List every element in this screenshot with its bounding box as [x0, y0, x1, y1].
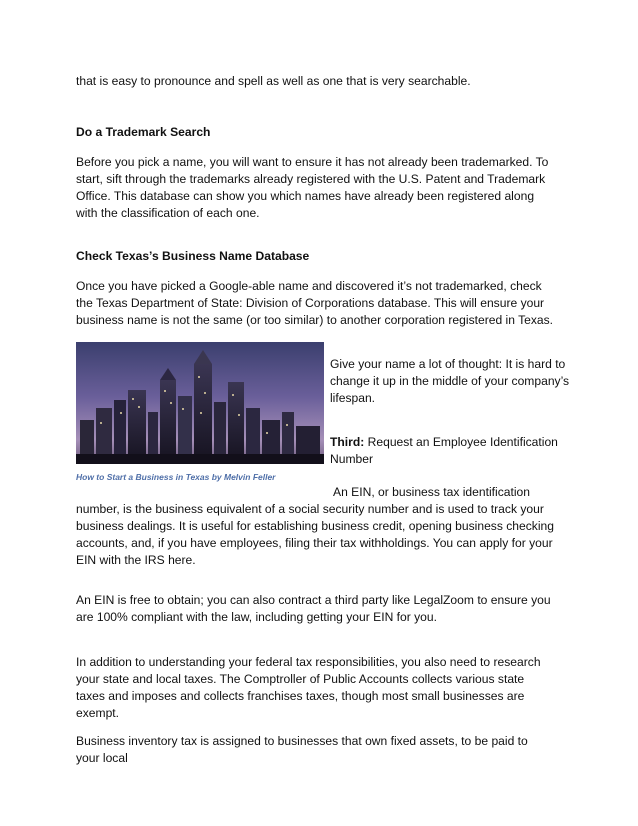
image-caption: How to Start a Business in Texas by Melvin Feller	[76, 472, 276, 482]
trademark-heading: Do a Trademark Search	[76, 125, 211, 139]
third-description: Request an Employee Identification Number	[330, 435, 558, 466]
trademark-paragraph: Before you pick a name, you will want to ensure it has not already been trademarked. To start, sift through the trademarks already registered with the U.S. Patent and Trademark Office. This database can show you which names have already been registered along with the classification of each one.	[76, 155, 549, 220]
ein-free-paragraph: An EIN is free to obtain; you can also contract a third party like LegalZoom to ensure you are 100% compliant with the law, including getting your EIN for you.	[76, 593, 551, 624]
inventory-tax-paragraph: Business inventory tax is assigned to businesses that own fixed assets, to be paid to your local	[76, 734, 528, 765]
ein-first-line: An EIN, or business tax identification	[333, 485, 530, 499]
houston-skyline-image	[76, 342, 324, 464]
texas-database-heading: Check Texas’s Business Name Database	[76, 249, 310, 263]
texas-database-paragraph: Once you have picked a Google-able name and discovered it’s not trademarked, check the Texas Department of State: Division of Corporations database. This will ensure your business name is not the same (or too similar) to another corporation registered in Texas.	[76, 279, 554, 327]
state-taxes-paragraph: In addition to understanding your federal tax responsibilities, you also need to research your state and local taxes. The Comptroller of Public Accounts collects various state taxes and imposes and collects franchises taxes, though most small businesses are exempt.	[76, 655, 541, 720]
third-label: Third:	[330, 435, 365, 449]
intro-tail-text: that is easy to pronounce and spell as well as one that is very searchable.	[76, 74, 471, 88]
name-thought-text: Give your name a lot of thought: It is hard to change it up in the middle of your company’s lifespan.	[330, 357, 570, 405]
ein-body-paragraph: number, is the business equivalent of a social security number and is used to track your business dealings. It is useful for establishing business credit, opening business checking accounts, and, if you have employees, filing their tax withholdings. You can apply for your EIN with the IRS here.	[76, 502, 554, 567]
third-step-text	[330, 434, 570, 468]
